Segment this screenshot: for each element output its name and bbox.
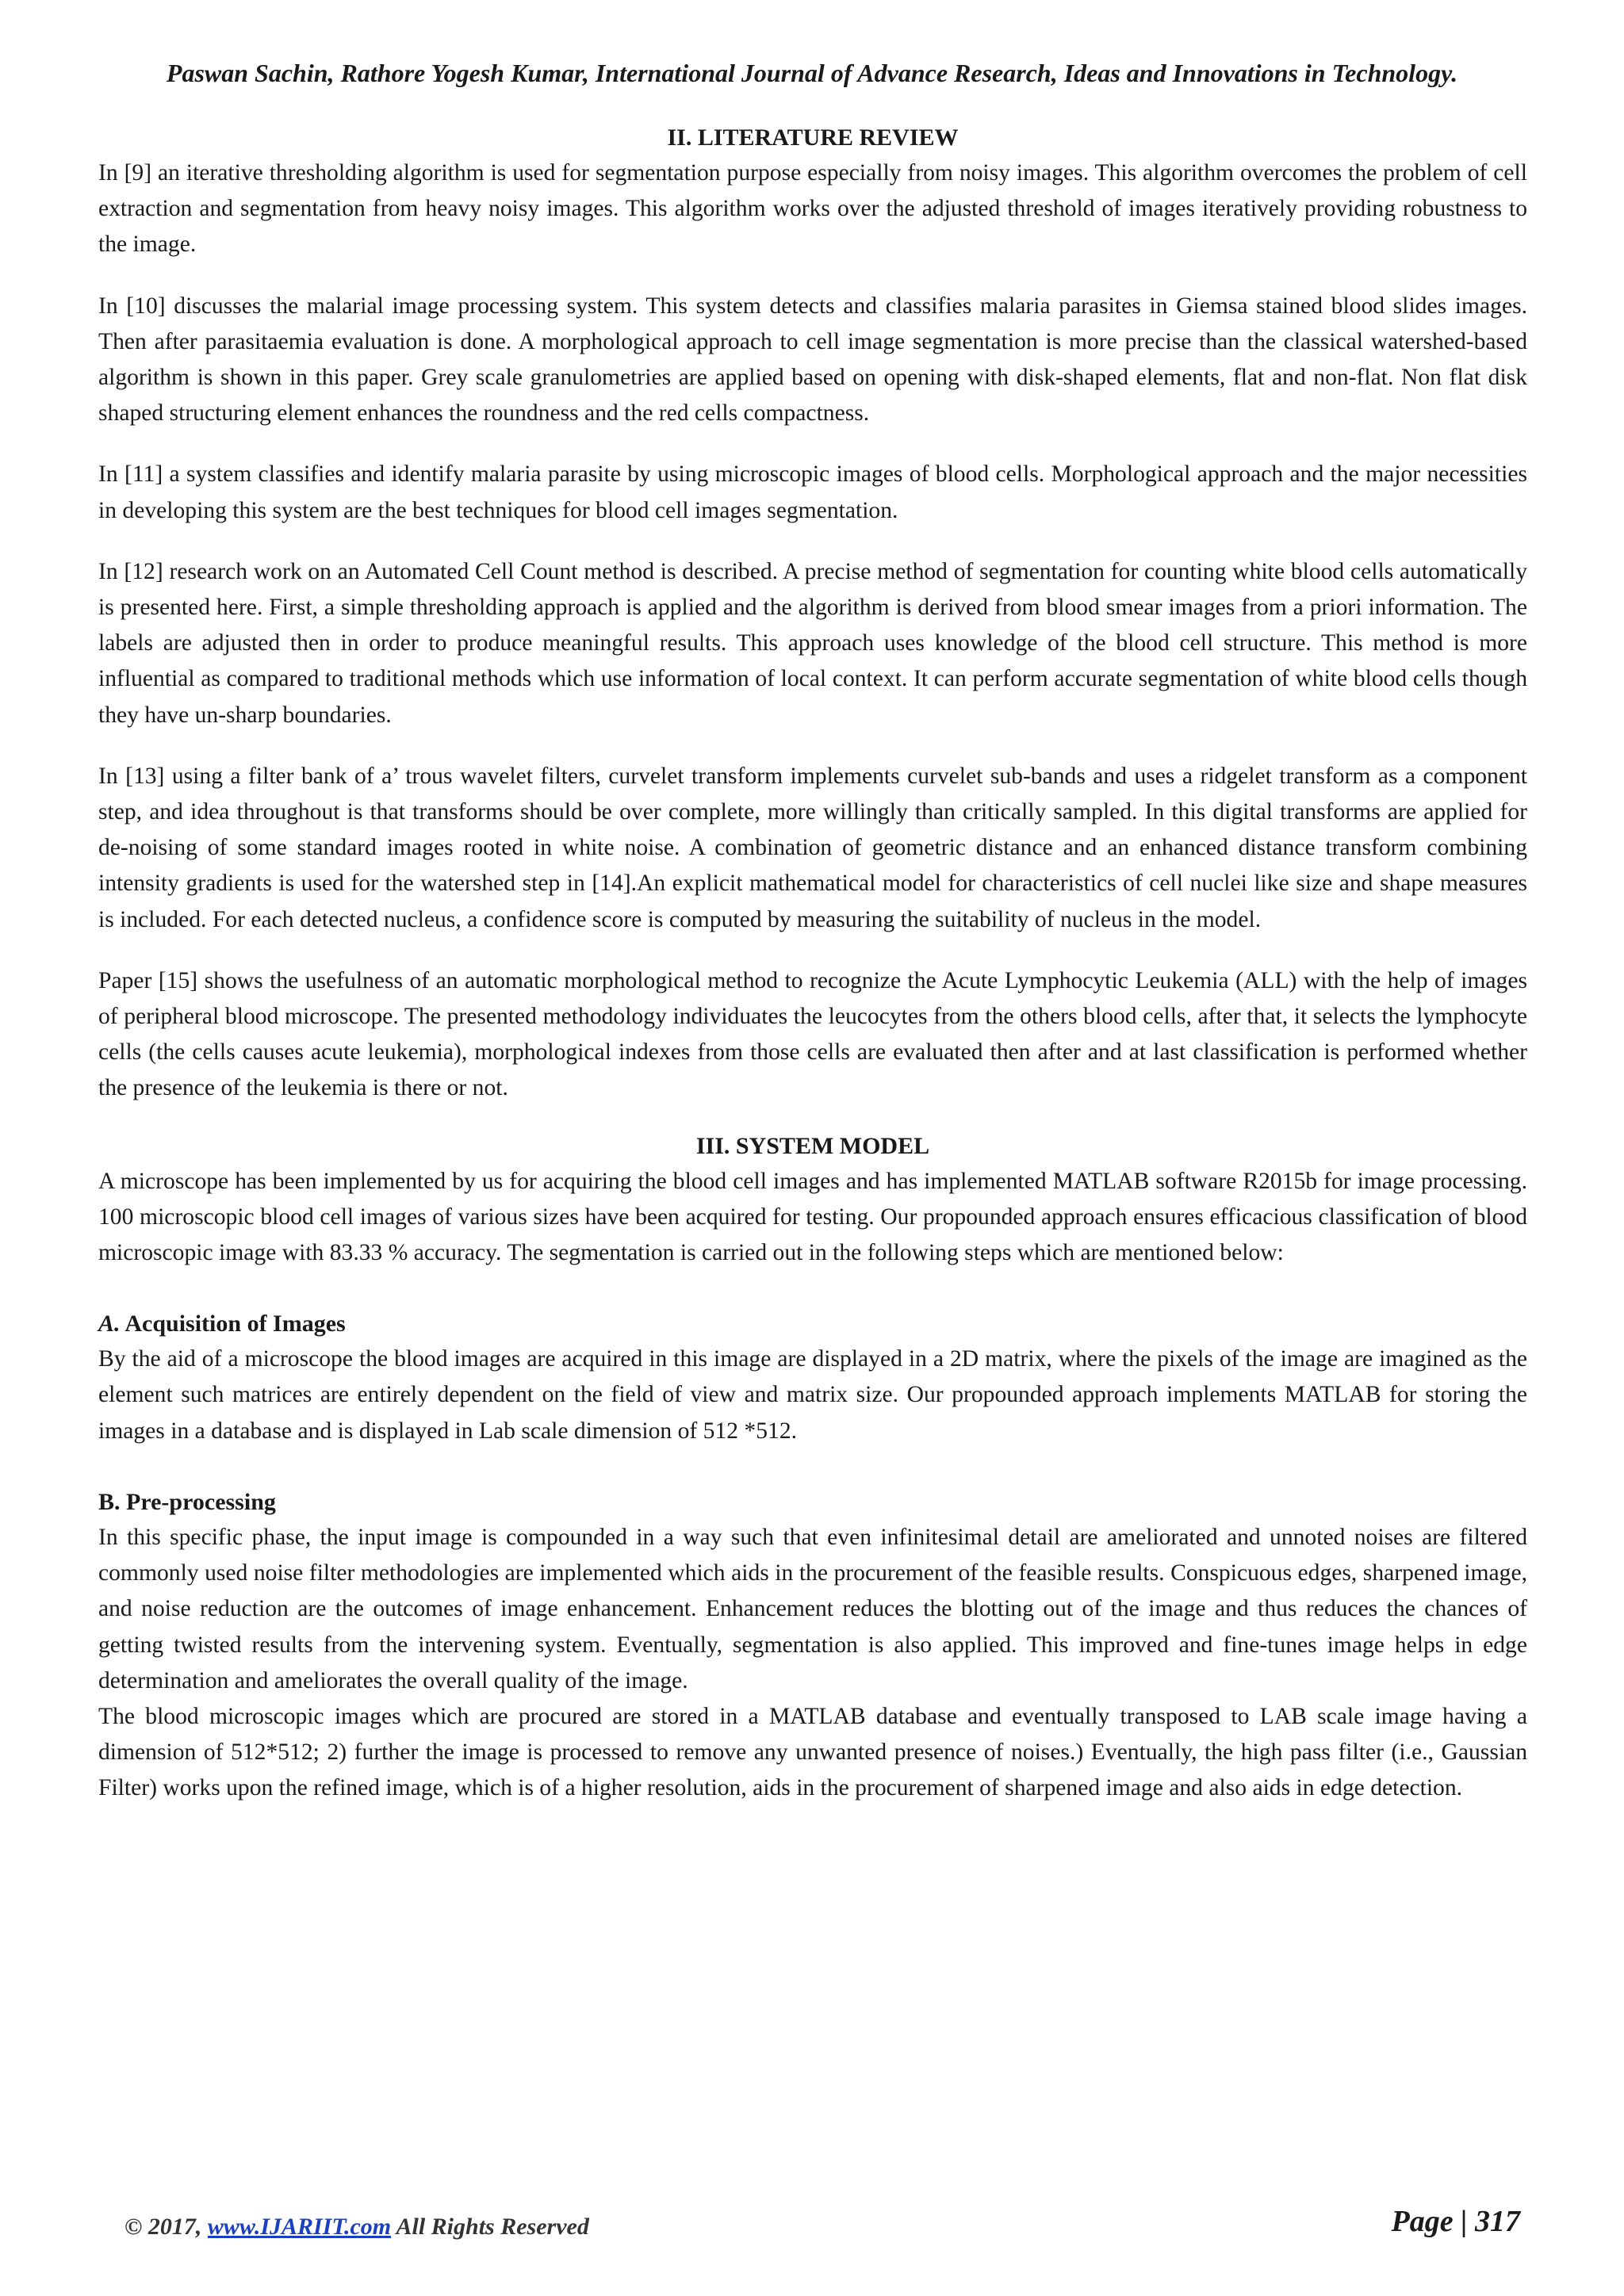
paragraph: In [13] using a filter bank of a’ trous wavelet filters, curvelet transform implements curvelet sub-bands and uses a ridgelet transform as a component step, and idea throughout is that transforms should be over complete, more willingly than critically sampled. In this digital transforms are applied for de-noising of some standard images rooted in white noise. A combination of geometric distance and an enhanced distance transform combining intensity gradients is used for the watershed step in [14].An explicit mathematical model for characteristics of cell nuclei like size and shape measures is included. For each detected nucleus, a confidence score is computed by measuring the suitability of nucleus in the model.: [98, 763, 1527, 932]
page-number: Page | 317: [1391, 2205, 1520, 2238]
copyright-prefix: © 2017,: [124, 2214, 208, 2240]
footer-copyright: [124, 2211, 589, 2243]
paragraph: In this specific phase, the input image is compounded in a way such that even infinitesimal detail are ameliorated and unnoted noises are filtered commonly used noise filter methodologies are implemented which aids in the procurement of the feasible results. Conspicuous edges, sharpened image, and noise reduction are the outcomes of image enhancement. Enhancement reduces the blotting out of the image and thus reduces the chances of getting twisted results from the intervening system. Eventually, segmentation is also applied. This improved and fine-tunes image helps in edge determination and ameliorates the overall quality of the image.: [98, 1524, 1527, 1693]
paragraph: In [12] research work on an Automated Cell Count method is described. A precise method of segmentation for counting white blood cells automatically is presented here. First, a simple thresholding approach is applied and the algorithm is derived from blood smear images from a priori information. The labels are adjusted then in order to produce meaningful results. This approach uses knowledge of the blood cell structure. This method is more influential as compared to traditional methods which use information of local context. It can perform accurate segmentation of white blood cells though they have un-sharp boundaries.: [98, 558, 1527, 728]
subsection-heading-acquisition: [98, 1306, 1527, 1341]
paragraph: Paper [15] shows the usefulness of an automatic morphological method to recognize the Acute Lymphocytic Leukemia (ALL) with the help of images of peripheral blood microscope. The presented methodology individuates the leucocytes from the others blood cells, after that, it selects the lymphocyte cells (the cells causes acute leukemia), morphological indexes from those cells are evaluated then after and at last classification is performed whether the presence of the leukemia is there or not.: [98, 967, 1527, 1101]
paragraph: In [9] an iterative thresholding algorithm is used for segmentation purpose especially from noisy images. This algorithm overcomes the problem of cell extraction and segmentation from heavy noisy images. This algorithm works over the adjusted threshold of images iteratively providing robustness to the image.: [98, 160, 1527, 258]
paragraph: The blood microscopic images which are procured are stored in a MATLAB database and eventually transposed to LAB scale image having a dimension of 512*512; 2) further the image is processed to remove any unwanted presence of noises.) Eventually, the high pass filter (i.e., Gaussian Filter) works upon the refined image, which is of a higher resolution, aids in the procurement of sharpened image and also aids in edge detection.: [98, 1703, 1527, 1801]
journal-site-link[interactable]: www.IJARIIT.com: [207, 2214, 392, 2240]
paragraph: A microscope has been implemented by us for acquiring the blood cell images and has implemented MATLAB software R2015b for image processing. 100 microscopic blood cell images of various sizes have been acquired for testing. Our propounded approach ensures efficacious classification of blood microscopic image with 83.33 % accuracy. The segmentation is carried out in the following steps which are mentioned below:: [98, 1168, 1527, 1266]
subsection-letter: A.: [98, 1311, 121, 1337]
subsection-title: Acquisition of Images: [120, 1311, 346, 1337]
subsection-heading-preprocessing: B. Pre-processing: [98, 1488, 276, 1515]
paragraph: By the aid of a microscope the blood images are acquired in this image are displayed in a 2D matrix, where the pixels of the image are imagined as the element such matrices are entirely dependent on the field of view and matrix size. Our propounded approach implements MATLAB for storing the images in a database and is displayed in Lab scale dimension of 512 *512.: [98, 1346, 1527, 1444]
paragraph: In [10] discusses the malarial image processing system. This system detects and classifies malaria parasites in Giemsa stained blood slides images. Then after parasitaemia evaluation is done. A morphological approach to cell image segmentation is more precise than the classical watershed-based algorithm is shown in this paper. Grey scale granulometries are applied based on opening with disk-shaped elements, flat and non-flat. Non flat disk shaped structuring element enhances the roundness and the red cells compactness.: [98, 293, 1527, 427]
paragraph: In [11] a system classifies and identify malaria parasite by using microscopic images of blood cells. Morphological approach and the major necessities in developing this system are the best techniques for blood cell images segmentation.: [98, 461, 1527, 523]
section-heading-literature-review: II. LITERATURE REVIEW: [667, 124, 959, 151]
copyright-suffix: All Rights Reserved: [391, 2214, 589, 2240]
paper-body: [98, 121, 1527, 1807]
section-heading-system-model: III. SYSTEM MODEL: [695, 1132, 930, 1159]
running-header: Paswan Sachin, Rathore Yogesh Kumar, International Journal of Advance Research, Ideas and Innovations in Technology.: [166, 59, 1458, 87]
